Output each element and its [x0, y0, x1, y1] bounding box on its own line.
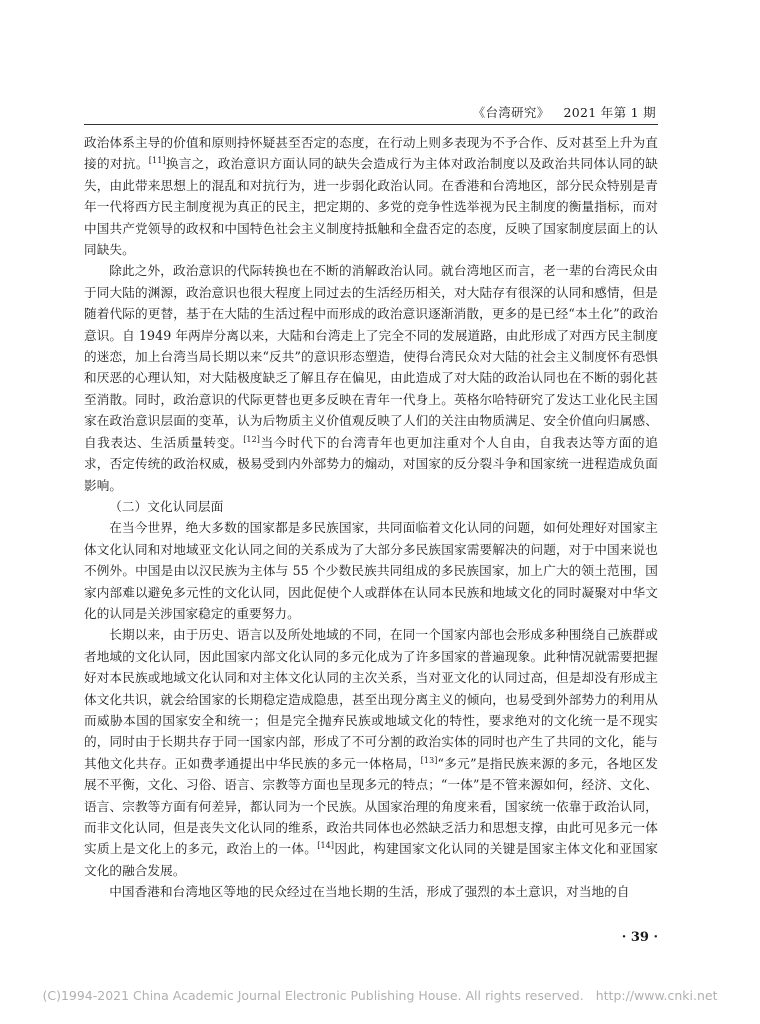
paragraph-5 — [84, 881, 658, 902]
paragraph-text: 政治体系主导的价值和原则持怀疑甚至否定的态度，在行动上则多表现为不予合作、反对甚至上升为直接的对抗。 — [84, 135, 658, 172]
section-heading: （二）文化认同层面 — [109, 498, 224, 514]
journal-title: 《台湾研究》 — [472, 105, 550, 120]
footer-url: http://www.cnki.net — [595, 988, 718, 1003]
citation-ref: [14] — [317, 841, 335, 851]
paragraph-text: 长期以来，由于历史、语言以及所处地域的不同，在同一个国家内部也会形成多种围绕自己族群或者地域的文化认同，因此国家内部文化认同的多元化成为了许多国家的普遍现象。此种情况就需要把握好对本民族或地域文化认同和对主体文化认同的主次关系，当对亚文化的认同过高，但是却没有形成主体文化共识，就会给国家的长期稳定造成隐患，甚至出现分离主义的倾向，也易受到外部势力的利用从而威胁本国的国家安全和统一；但是完全抛弃民族或地域文化的特性，要求绝对的文化统一是不现实的，同时由于长期共存于同一国家内部，形成了不可分割的政治实体的同时也产生了共同的文化，能与其他文化共存。正如费孝通提出中华民族的多元一体格局， — [84, 627, 658, 771]
running-header — [0, 103, 656, 121]
paragraph-text: “多元”是指民族来源的多元，各地区发展不平衡，文化、习俗、语言、宗教等方面也呈现多元的特点；“一体”是不管来源如何，经济、文化、语言、宗教等方面有何差异，都认同为一个民族。从国家治理的角度来看，国家统一依靠于政治认同，而非文化认同，但是丧失文化认同的维系，政治共同体也必然缺乏活力和思想支撑，由此可见多元一体实质上是文化上的多元，政治上的一体。 — [84, 755, 658, 857]
paragraph-text: 因此，构建国家文化认同的关键是国家主体文化和亚国家文化的融合发展。 — [84, 841, 658, 878]
article-body — [84, 132, 658, 903]
paragraph-text: 在当今世界，绝大多数的国家都是多民族国家，共同面临着文化认同的问题，如何处理好对国家主体文化认同和对地域亚文化认同之间的关系成为了大部分多民族国家需要解决的问题，对于中国来说也不例外。中国是由以汉民族为主体与 55 个少数民族共同组成的多民族国家，加上广大的领土范围，国家内部难以避免多元性的文化认同，因此促使个人或群体在认同本民族和地域文化的同时凝聚对中华文化的认同是关涉国家稳定的重要努力。 — [84, 520, 658, 621]
paragraph-1 — [84, 132, 658, 260]
citation-ref: [13] — [420, 755, 438, 765]
citation-ref: [11] — [148, 156, 166, 166]
paragraph-3 — [84, 517, 658, 624]
paragraph-text: 换言之，政治意识方面认同的缺失会造成行为主体对政治制度以及政治共同体认同的缺失，由此带来思想上的混乱和对抗行为，进一步弱化政治认同。在香港和台湾地区，部分民众特别是青年一代将西方民主制度视为真正的民主，把定期的、多党的竞争性选举视为民主制度的衡量指标，而对中国共产党领导的政权和中国特色社会主义制度持抵触和全盘否定的态度，反映了国家制度层面上的认同缺失。 — [84, 156, 658, 258]
paragraph-text: 中国香港和台湾地区等地的民众经过在当地长期的生活，形成了强烈的本土意识，对当地的自 — [109, 884, 630, 900]
copyright-footer — [0, 988, 760, 1003]
page-number: · 39 · — [621, 930, 658, 945]
paragraph-2 — [84, 260, 658, 495]
citation-ref: [12] — [243, 434, 261, 444]
issue-label: 2021 年第 1 期 — [563, 105, 656, 120]
copyright-text: (C)1994-2021 China Academic Journal Electronic Publishing House. All rights reserved. — [42, 988, 584, 1003]
header-rule — [84, 124, 658, 125]
paragraph-text: 当今时代下的台湾青年也更加注重对个人自由，自我表达等方面的追求，否定传统的政治权威，极易受到内外部势力的煽动，对国家的反分裂斗争和国家统一进程造成负面影响。 — [84, 434, 659, 493]
paragraph-text: 除此之外，政治意识的代际转换也在不断的消解政治认同。就台湾地区而言，老一辈的台湾民众由于同大陆的渊源，政治意识也很大程度上同过去的生活经历相关，对大陆存有很深的认同和感情，但是随着代际的更替，基于在大陆的生活过程中而形成的政治意识逐渐消散，更多的是已经“本土化”的政治意识。自 1949 年两岸分离以来，大陆和台湾走上了完全不同的发展道路，由此形成了对西方民主制度的迷恋，加上台湾当局长期以来“反共”的意识形态塑造，使得台湾民众对大陆的社会主义制度怀有恐惧和厌恶的心理认知，对大陆极度缺乏了解且存在偏见，由此造成了对大陆的政治认同也在不断的弱化甚至消散。同时，政治意识的代际更替也更多反映在青年一代身上。英格尔哈特研究了发达工业化民主国家在政治意识层面的变革，认为后物质主义价值观反映了人们的关注由物质满足、安全价值向归属感、自我表达、生活质量转变。 — [84, 263, 658, 450]
paragraph-4 — [84, 624, 658, 881]
